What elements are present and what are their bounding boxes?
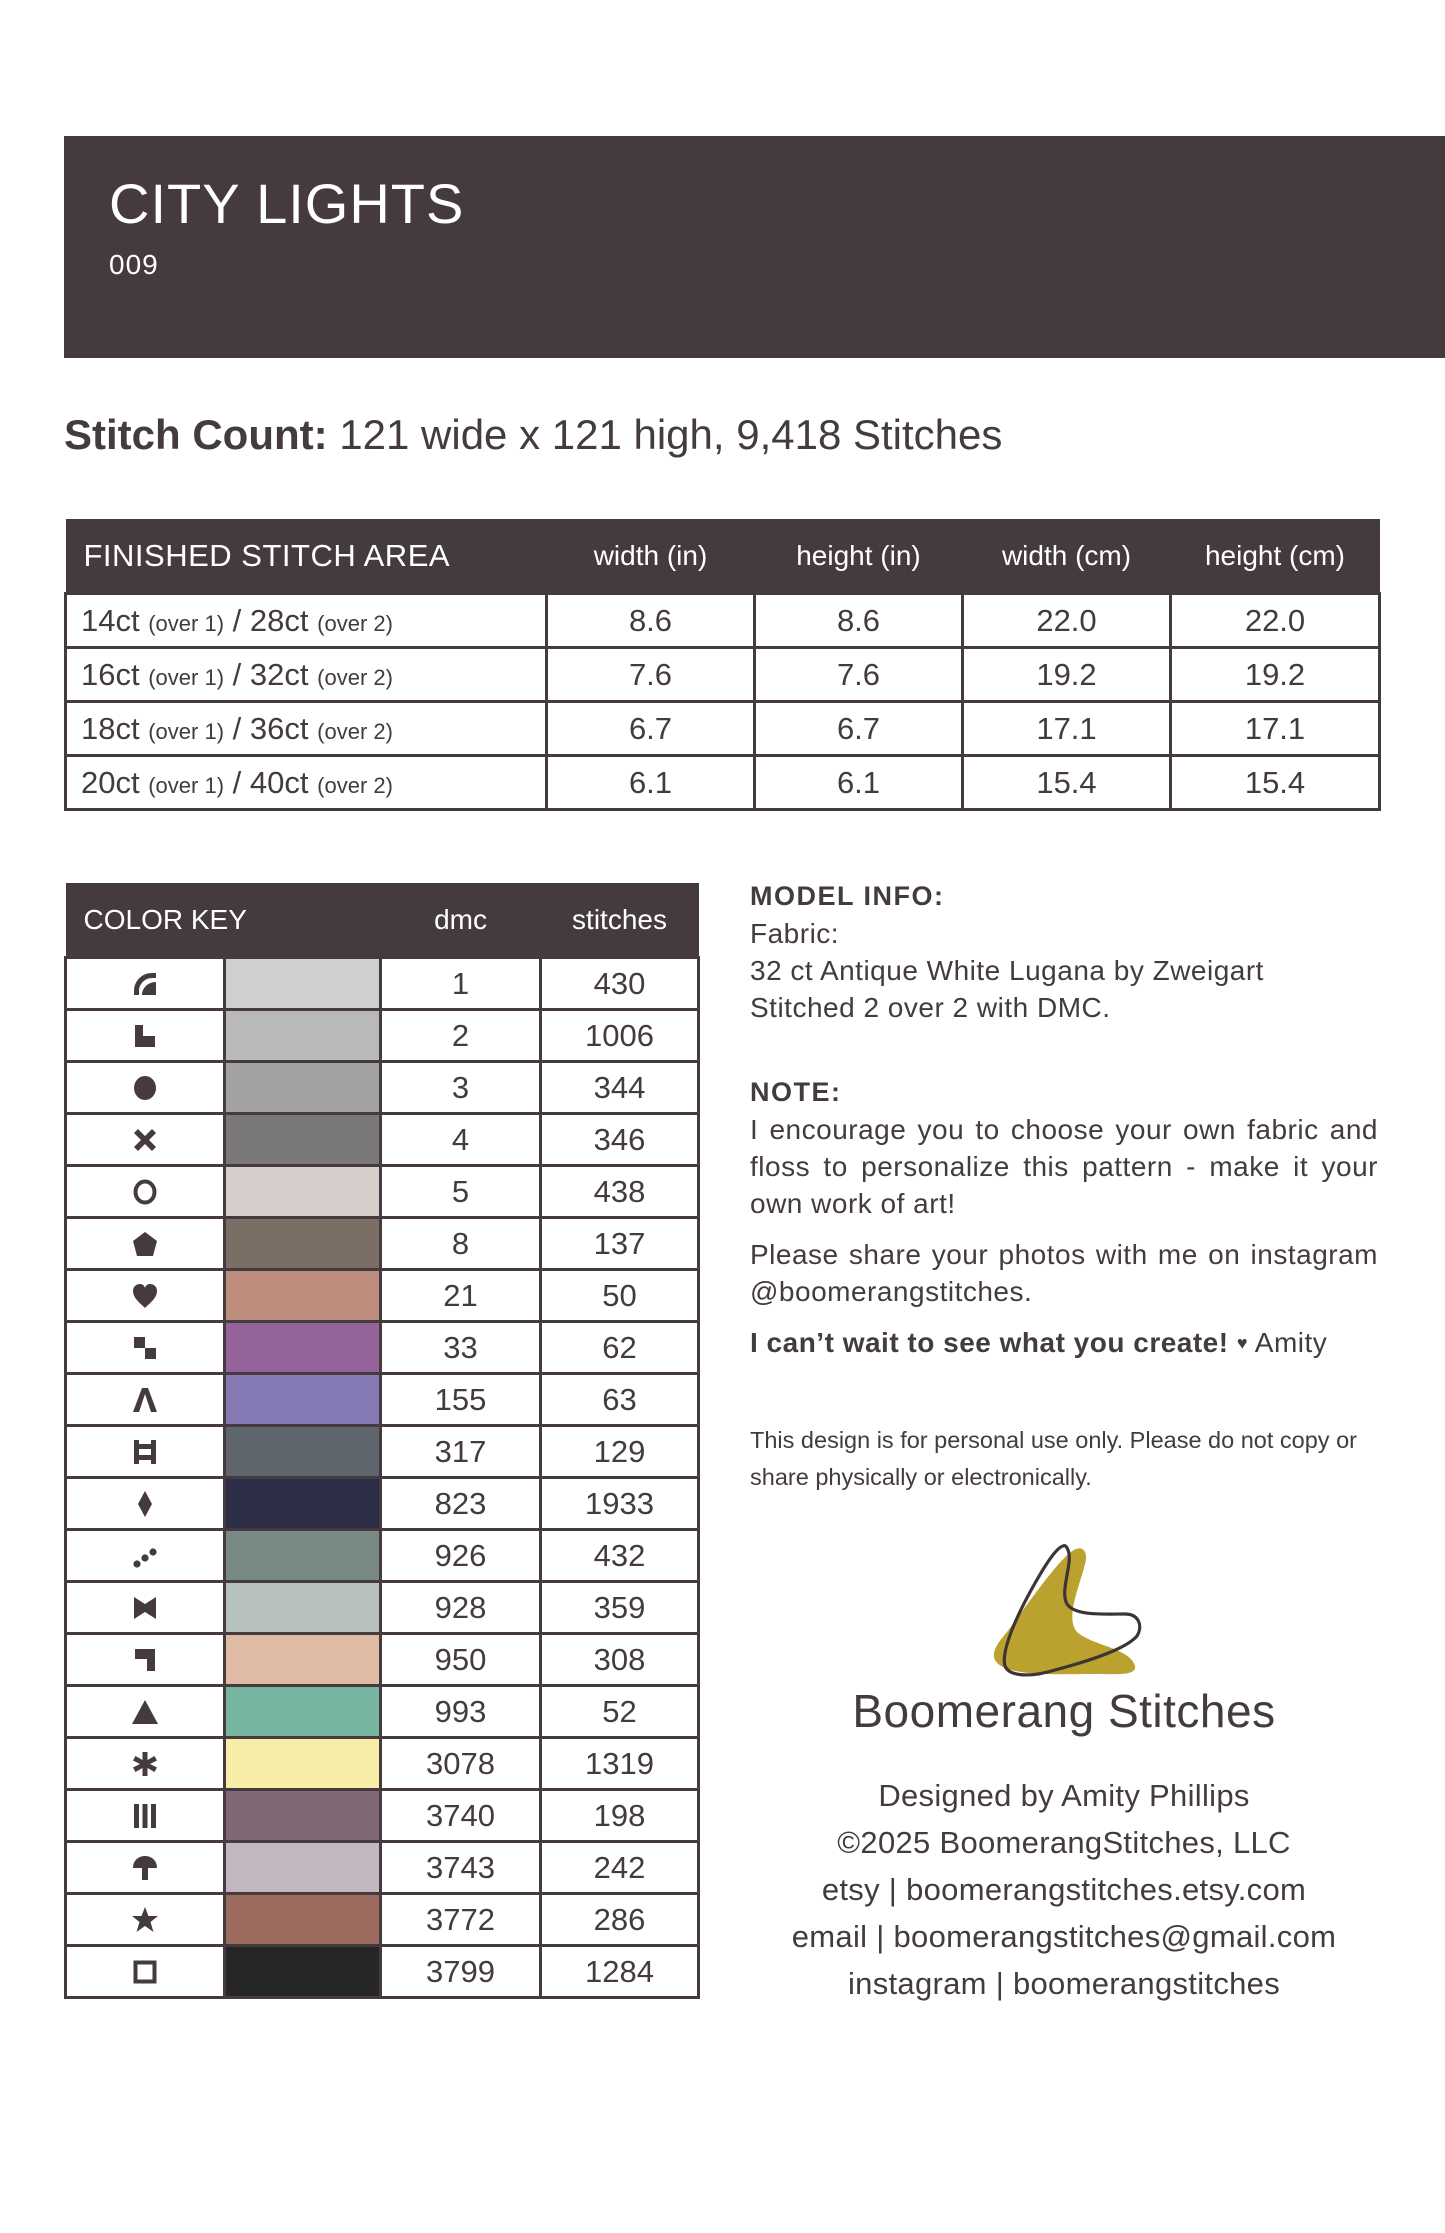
model-info-heading: MODEL INFO: <box>750 881 945 911</box>
dimension-cell: 17.1 <box>1171 702 1380 756</box>
separator: / <box>232 656 242 692</box>
finished-area-title: FINISHED STITCH AREA <box>66 519 547 594</box>
color-swatch <box>225 1530 381 1582</box>
dimension-cell: 19.2 <box>963 648 1171 702</box>
symbol-cell <box>66 1478 225 1530</box>
note-heading: NOTE: <box>750 1077 842 1107</box>
dimension-cell: 22.0 <box>1171 594 1380 648</box>
dmc-number: 3078 <box>381 1738 541 1790</box>
circle-filled-icon <box>130 1073 160 1103</box>
pattern-number: 009 <box>109 249 159 280</box>
finished-stitch-area-table <box>64 519 1381 811</box>
over-note: (over 2) <box>317 610 393 636</box>
title-banner <box>64 136 1445 358</box>
color-swatch <box>225 1426 381 1478</box>
instagram-link[interactable]: instagram | boomerangstitches <box>847 1966 1280 2001</box>
stitch-count-cell: 438 <box>541 1166 699 1218</box>
dimension-cell: 7.6 <box>547 648 755 702</box>
stitch-count-cell: 137 <box>541 1218 699 1270</box>
separator: / <box>232 602 242 638</box>
designer-credit: Designed by Amity Phillips <box>878 1778 1250 1813</box>
heart-icon <box>130 1281 160 1311</box>
symbol-cell <box>66 1218 225 1270</box>
symbol-cell <box>66 1426 225 1478</box>
pattern-title: CITY LIGHTS <box>109 172 465 235</box>
square-outline-icon <box>130 1957 160 1987</box>
fabric-count: 14ct <box>81 602 140 638</box>
color-key-row <box>66 1738 699 1790</box>
separator: / <box>232 710 242 746</box>
color-key-row <box>66 1946 699 1998</box>
color-key-row <box>66 1842 699 1894</box>
symbol-cell <box>66 1686 225 1738</box>
diamond-icon <box>130 1489 160 1519</box>
dimension-cell: 7.6 <box>755 648 963 702</box>
color-key-row <box>66 1166 699 1218</box>
color-swatch <box>225 1790 381 1842</box>
table-row <box>66 648 1380 702</box>
stitch-count-cell: 52 <box>541 1686 699 1738</box>
over-note: (over 1) <box>148 610 225 636</box>
quarter-arc-icon <box>130 969 160 999</box>
color-swatch <box>225 1738 381 1790</box>
over-note: (over 1) <box>148 718 225 744</box>
symbol-cell <box>66 1530 225 1582</box>
dmc-number: 3799 <box>381 1946 541 1998</box>
triangle-icon <box>130 1697 160 1727</box>
dmc-number: 5 <box>381 1166 541 1218</box>
color-swatch <box>225 1010 381 1062</box>
column-header: height (in) <box>755 519 963 594</box>
stitch-count-cell: 50 <box>541 1270 699 1322</box>
color-key-row <box>66 1686 699 1738</box>
info-column <box>750 878 1378 1496</box>
checker-squares-icon <box>130 1333 160 1363</box>
over-note: (over 2) <box>317 772 393 798</box>
symbol-cell <box>66 1270 225 1322</box>
star-icon <box>130 1905 160 1935</box>
dmc-number: 4 <box>381 1114 541 1166</box>
color-swatch <box>225 1166 381 1218</box>
color-swatch <box>225 1582 381 1634</box>
symbol-cell <box>66 1114 225 1166</box>
color-key-row <box>66 1374 699 1426</box>
color-swatch <box>225 1322 381 1374</box>
symbol-cell <box>66 1842 225 1894</box>
column-header: width (cm) <box>963 519 1171 594</box>
stitch-count-cell: 129 <box>541 1426 699 1478</box>
dmc-number: 928 <box>381 1582 541 1634</box>
dmc-number: 926 <box>381 1530 541 1582</box>
symbol-cell <box>66 1374 225 1426</box>
color-key-row <box>66 1218 699 1270</box>
fabric-count: 20ct <box>81 764 140 800</box>
fabric-count-cell <box>66 648 547 702</box>
symbol-cell <box>66 1582 225 1634</box>
dmc-number: 2 <box>381 1010 541 1062</box>
reverse-l-block-icon <box>130 1645 160 1675</box>
stitch-count-cell: 1933 <box>541 1478 699 1530</box>
color-swatch <box>225 1374 381 1426</box>
color-swatch <box>225 1894 381 1946</box>
dmc-number: 3743 <box>381 1842 541 1894</box>
copyright: ©2025 BoomerangStitches, LLC <box>837 1825 1291 1860</box>
stitch-count <box>64 411 1003 458</box>
triple-bars-icon <box>130 1801 160 1831</box>
fabric-count-cell <box>66 594 547 648</box>
stitch-count-cell: 346 <box>541 1114 699 1166</box>
mushroom-icon <box>130 1853 160 1883</box>
pentagon-icon <box>130 1229 160 1259</box>
fabric-count: 28ct <box>249 602 309 638</box>
etsy-link[interactable]: etsy | boomerangstitches.etsy.com <box>821 1872 1307 1907</box>
column-header-stitches: stitches <box>541 883 699 958</box>
stitched-description: Stitched 2 over 2 with DMC. <box>750 992 1111 1023</box>
symbol-cell <box>66 958 225 1010</box>
fabric-count: 18ct <box>81 710 140 746</box>
stitch-count-cell: 1319 <box>541 1738 699 1790</box>
stitch-count-cell: 1006 <box>541 1010 699 1062</box>
stitch-count-cell: 359 <box>541 1582 699 1634</box>
dimension-cell: 6.7 <box>547 702 755 756</box>
dmc-number: 3772 <box>381 1894 541 1946</box>
color-key-row <box>66 1010 699 1062</box>
symbol-cell <box>66 1166 225 1218</box>
stitch-count-cell: 344 <box>541 1062 699 1114</box>
circle-outline-icon <box>130 1177 160 1207</box>
symbol-cell <box>66 1322 225 1374</box>
ladder-icon <box>130 1437 160 1467</box>
stitch-count-cell: 242 <box>541 1842 699 1894</box>
boomerang-logo-icon <box>985 1540 1155 1680</box>
closing-signature: Amity <box>1254 1327 1328 1358</box>
asterisk-icon <box>130 1749 160 1779</box>
color-key-row <box>66 1270 699 1322</box>
x-cross-icon <box>130 1125 160 1155</box>
over-note: (over 2) <box>317 718 393 744</box>
credits <box>750 1772 1378 2007</box>
stitch-count-cell: 430 <box>541 958 699 1010</box>
table-header-row <box>66 883 699 958</box>
stitch-count-cell: 308 <box>541 1634 699 1686</box>
fabric-description: 32 ct Antique White Lugana by Zweigart <box>750 955 1264 986</box>
dots-diagonal-icon <box>130 1541 160 1571</box>
symbol-cell <box>66 1790 225 1842</box>
fabric-count-cell <box>66 756 547 810</box>
dmc-number: 950 <box>381 1634 541 1686</box>
dmc-number: 3740 <box>381 1790 541 1842</box>
stitch-count-cell: 432 <box>541 1530 699 1582</box>
stitch-count-cell: 63 <box>541 1374 699 1426</box>
symbol-cell <box>66 1062 225 1114</box>
symbol-cell <box>66 1946 225 1998</box>
table-row <box>66 702 1380 756</box>
dimension-cell: 8.6 <box>547 594 755 648</box>
dmc-number: 3 <box>381 1062 541 1114</box>
dimension-cell: 15.4 <box>963 756 1171 810</box>
color-key-row <box>66 1790 699 1842</box>
dimension-cell: 6.7 <box>755 702 963 756</box>
symbol-cell <box>66 1894 225 1946</box>
stitch-count-label: Stitch Count: <box>64 411 328 458</box>
column-header: height (cm) <box>1171 519 1380 594</box>
heart-icon: ♥ <box>1236 1333 1249 1353</box>
closing-bold-text: I can’t wait to see what you create! <box>750 1327 1229 1358</box>
dimension-cell: 8.6 <box>755 594 963 648</box>
dmc-number: 155 <box>381 1374 541 1426</box>
fabric-count: 36ct <box>249 710 309 746</box>
l-block-icon <box>130 1021 160 1051</box>
color-swatch <box>225 1114 381 1166</box>
dimension-cell: 19.2 <box>1171 648 1380 702</box>
color-key-row <box>66 958 699 1010</box>
dmc-number: 8 <box>381 1218 541 1270</box>
color-key-row <box>66 1634 699 1686</box>
color-key-row <box>66 1114 699 1166</box>
color-key-row <box>66 1530 699 1582</box>
over-note: (over 1) <box>148 772 225 798</box>
stitch-count-cell: 62 <box>541 1322 699 1374</box>
color-key-title: COLOR KEY <box>66 883 381 958</box>
dimension-cell: 15.4 <box>1171 756 1380 810</box>
dimension-cell: 6.1 <box>755 756 963 810</box>
color-key-row <box>66 1062 699 1114</box>
color-swatch <box>225 1842 381 1894</box>
color-key-row <box>66 1894 699 1946</box>
lambda-icon <box>130 1385 160 1415</box>
closing-line <box>750 1324 1378 1362</box>
stitch-count-cell: 1284 <box>541 1946 699 1998</box>
fabric-label: Fabric: <box>750 918 840 949</box>
stitch-count-value: 121 wide x 121 high, 9,418 Stitches <box>339 411 1003 458</box>
color-key-row <box>66 1478 699 1530</box>
symbol-cell <box>66 1738 225 1790</box>
color-key-row <box>66 1426 699 1478</box>
over-note: (over 2) <box>317 664 393 690</box>
dmc-number: 1 <box>381 958 541 1010</box>
symbol-cell <box>66 1010 225 1062</box>
dmc-number: 21 <box>381 1270 541 1322</box>
fabric-count: 16ct <box>81 656 140 692</box>
dimension-cell: 22.0 <box>963 594 1171 648</box>
fabric-count-cell <box>66 702 547 756</box>
table-header-row <box>66 519 1380 594</box>
email-link[interactable]: email | boomerangstitches@gmail.com <box>791 1919 1337 1954</box>
table-row <box>66 756 1380 810</box>
color-swatch <box>225 1270 381 1322</box>
fabric-count: 32ct <box>249 656 309 692</box>
table-row <box>66 594 1380 648</box>
brand-name: Boomerang Stitches <box>852 1685 1276 1737</box>
color-swatch <box>225 1634 381 1686</box>
dimension-cell: 6.1 <box>547 756 755 810</box>
separator: / <box>232 764 242 800</box>
stitch-count-cell: 198 <box>541 1790 699 1842</box>
bowtie-icon <box>130 1593 160 1623</box>
share-paragraph: Please share your photos with me on instagram @boomerangstitches. <box>750 1239 1378 1307</box>
color-key-table <box>64 883 700 1999</box>
dmc-number: 317 <box>381 1426 541 1478</box>
logo-fill-shape <box>994 1548 1135 1674</box>
color-key-row <box>66 1582 699 1634</box>
usage-disclaimer: This design is for personal use only. Please do not copy or share physically or electronically. <box>750 1427 1357 1490</box>
dmc-number: 823 <box>381 1478 541 1530</box>
column-header-dmc: dmc <box>381 883 541 958</box>
column-header: width (in) <box>547 519 755 594</box>
symbol-cell <box>66 1634 225 1686</box>
color-swatch <box>225 1686 381 1738</box>
color-swatch <box>225 1946 381 1998</box>
dmc-number: 993 <box>381 1686 541 1738</box>
stitch-count-cell: 286 <box>541 1894 699 1946</box>
color-swatch <box>225 1062 381 1114</box>
over-note: (over 1) <box>148 664 225 690</box>
color-swatch <box>225 1218 381 1270</box>
color-swatch <box>225 1478 381 1530</box>
color-key-row <box>66 1322 699 1374</box>
fabric-count: 40ct <box>249 764 309 800</box>
dimension-cell: 17.1 <box>963 702 1171 756</box>
color-swatch <box>225 958 381 1010</box>
dmc-number: 33 <box>381 1322 541 1374</box>
note-paragraph: I encourage you to choose your own fabric and floss to personalize this pattern - make it your own work of art! <box>750 1114 1378 1219</box>
